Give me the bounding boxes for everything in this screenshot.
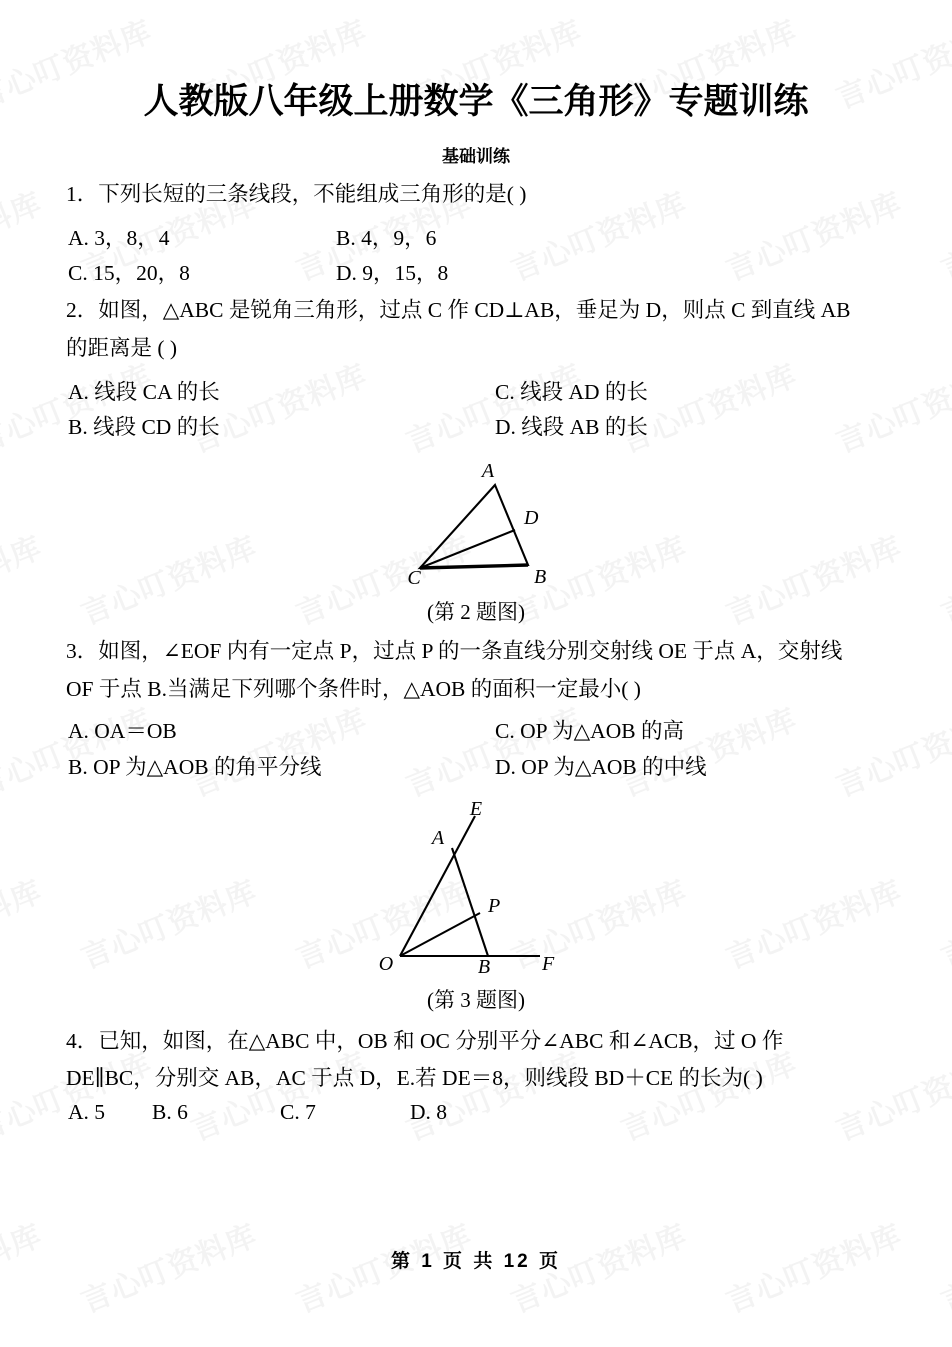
question-4-stem-line-1: 4．已知，如图，在△ABC 中，OB 和 OC 分别平分∠ABC 和∠ACB，过 O 作 bbox=[66, 1029, 784, 1053]
figure-3-label-p: P bbox=[488, 895, 501, 917]
question-2-option-a[interactable]: A. 线段 CA 的长 bbox=[68, 380, 220, 404]
watermark-text bbox=[0, 867, 47, 977]
question-1-option-b[interactable]: B. 4，9，6 bbox=[336, 226, 437, 250]
watermark-text bbox=[719, 179, 908, 289]
question-4-option-d[interactable]: D. 8 bbox=[410, 1100, 448, 1124]
question-2-figure bbox=[400, 460, 570, 590]
figure-3-label-b: B bbox=[477, 956, 491, 975]
figure-3-label-o: O bbox=[378, 953, 394, 975]
watermark-text bbox=[0, 695, 157, 805]
question-1-stem: 1．下列长短的三条线段，不能组成三角形的是( ) bbox=[66, 182, 527, 206]
watermark-text bbox=[934, 867, 952, 977]
question-4-stem-line-2: DE∥BC，分别交 AB，AC 于点 D，E.若 DE＝8，则线段 BD＋CE 的长为( ) bbox=[66, 1066, 763, 1090]
question-2-option-d[interactable]: D. 线段 AB 的长 bbox=[495, 415, 648, 439]
question-2-option-c[interactable]: C. 线段 AD 的长 bbox=[495, 380, 648, 404]
page-footer: 第 1 页 共 12 页 bbox=[390, 1251, 562, 1272]
question-3-option-d[interactable]: D. OP 为△AOB 的中线 bbox=[495, 755, 707, 779]
question-3-option-b[interactable]: B. OP 为△AOB 的角平分线 bbox=[68, 755, 322, 779]
figure-3-label-e: E bbox=[469, 800, 483, 820]
figure-3-label-a: A bbox=[431, 827, 445, 849]
question-3-option-c[interactable]: C. OP 为△AOB 的高 bbox=[495, 719, 684, 743]
question-1-option-c[interactable]: C. 15，20，8 bbox=[68, 261, 190, 285]
watermark-text bbox=[74, 867, 263, 977]
watermark-text bbox=[614, 695, 803, 805]
section-subtitle: 基础训练 bbox=[442, 147, 510, 166]
question-1-option-d[interactable]: D. 9，15，8 bbox=[336, 261, 449, 285]
question-2-stem-line-2: 的距离是 ( ) bbox=[66, 336, 178, 360]
figure-2-label-b: B bbox=[534, 566, 547, 588]
watermark-text bbox=[719, 867, 908, 977]
question-4-option-b[interactable]: B. 6 bbox=[152, 1100, 188, 1124]
watermark-text bbox=[934, 179, 952, 289]
figure-2-label-d: D bbox=[524, 507, 539, 529]
question-3-option-a[interactable]: A. OA＝OB bbox=[68, 719, 177, 743]
question-2-stem-line-1: 2．如图，△ABC 是锐角三角形，过点 C 作 CD⊥AB，垂足为 D，则点 C 到直线 AB bbox=[66, 298, 851, 322]
watermark-text bbox=[504, 179, 693, 289]
question-3-stem-line-1: 3．如图，∠EOF 内有一定点 P，过点 P 的一条直线分别交射线 OE 于点 A，交射线 bbox=[66, 639, 843, 663]
figure-2-label-c: C bbox=[407, 567, 421, 589]
question-3-figure-caption: (第 3 题图) bbox=[427, 988, 525, 1012]
watermark-text bbox=[829, 695, 952, 805]
question-2-figure-caption: (第 2 题图) bbox=[427, 600, 525, 624]
question-4-option-a[interactable]: A. 5 bbox=[68, 1100, 106, 1124]
question-3-stem-line-2: OF 于点 B.当满足下列哪个条件时，△AOB 的面积一定最小( ) bbox=[66, 677, 641, 701]
page-title: 人教版八年级上册数学《三角形》专题训练 bbox=[143, 82, 809, 121]
question-4-option-c[interactable]: C. 7 bbox=[280, 1100, 316, 1124]
watermark-text bbox=[399, 695, 588, 805]
question-2-option-b[interactable]: B. 线段 CD 的长 bbox=[68, 415, 220, 439]
watermark-text bbox=[0, 179, 47, 289]
figure-3-label-f: F bbox=[542, 953, 555, 975]
question-1-option-a[interactable]: A. 3，8，4 bbox=[68, 226, 170, 250]
watermark-text bbox=[829, 351, 952, 461]
figure-2-label-a: A bbox=[481, 460, 495, 482]
watermark-text bbox=[184, 695, 373, 805]
watermark-text bbox=[829, 1039, 952, 1149]
question-3-figure bbox=[372, 800, 562, 975]
